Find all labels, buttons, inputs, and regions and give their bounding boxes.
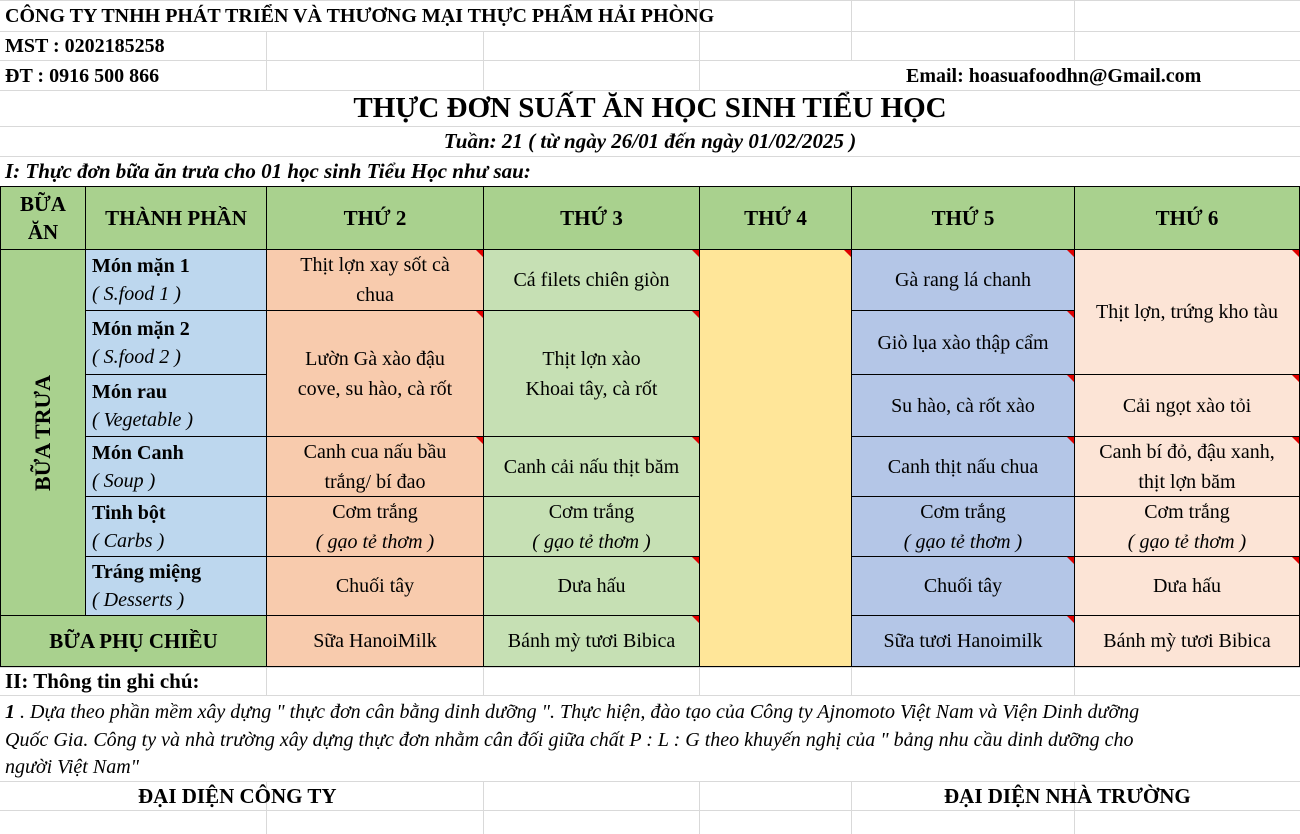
- tax-code: MST : 0202185258: [5, 35, 165, 57]
- mon-carbs: Cơm trắng ( gạo tẻ thơm ): [267, 497, 484, 557]
- fri-salty: Thịt lợn, trứng kho tàu: [1075, 250, 1300, 375]
- tue-salty-2-veg: Thịt lợn xào Khoai tây, cà rốt: [484, 311, 700, 437]
- component-carbs: Tinh bột ( Carbs ): [86, 497, 267, 557]
- note-line-1: 1 . Dựa theo phần mềm xây dựng " thực đơn cân bằng dinh dưỡng ". Thực hiện, đào tạo của Công ty Ajnomoto Việt Nam và Viện Dinh dưỡng: [5, 701, 1140, 723]
- sign-school: ĐẠI DIỆN NHÀ TRƯỜNG: [944, 784, 1191, 808]
- thu-carbs: Cơm trắng ( gạo tẻ thơm ): [852, 497, 1075, 557]
- week-range: Tuần: 21 ( từ ngày 26/01 đến ngày 01/02/2025 ): [443, 129, 857, 153]
- mon-snack: Sữa HanoiMilk: [267, 616, 484, 667]
- component-dessert: Tráng miệng ( Desserts ): [86, 557, 267, 616]
- component-salty-1: Món mặn 1 ( S.food 1 ): [86, 250, 267, 311]
- note-line-3: người Việt Nam": [5, 756, 140, 778]
- thu-snack: Sữa tươi Hanoimilk: [852, 616, 1075, 667]
- fri-snack: Bánh mỳ tươi Bibica: [1075, 616, 1300, 667]
- tue-snack: Bánh mỳ tươi Bibica: [484, 616, 700, 667]
- note-line-2: Quốc Gia. Công ty và nhà trường xây dựng thực đơn nhằm cân đối giữa chất P : L : G theo khuyến nghị của " bảng nhu cầu dinh dưỡng cho: [5, 729, 1134, 751]
- snack-label: BỮA PHỤ CHIỀU: [0, 616, 267, 667]
- mon-salty-2-veg: Lườn Gà xào đậu cove, su hào, cà rốt: [267, 311, 484, 437]
- component-vegetable: Món rau ( Vegetable ): [86, 375, 267, 437]
- header-meal: BỮA ĂN: [0, 186, 86, 250]
- mon-soup: Canh cua nấu bầu trắng/ bí đao: [267, 437, 484, 497]
- thu-salty-2: Giò lụa xào thập cẩm: [852, 311, 1075, 375]
- thu-vegetable: Su hào, cà rốt xào: [852, 375, 1075, 437]
- header-day-tuesday: THỨ 3: [484, 186, 700, 250]
- component-salty-2: Món mặn 2 ( S.food 2 ): [86, 311, 267, 375]
- header-day-friday: THỨ 6: [1075, 186, 1300, 250]
- header-day-thursday: THỨ 5: [852, 186, 1075, 250]
- header-day-wednesday: THỨ 4: [700, 186, 852, 250]
- thu-dessert: Chuối tây: [852, 557, 1075, 616]
- tue-salty-1: Cá filets chiên giòn: [484, 250, 700, 311]
- section-lunch-heading: I: Thực đơn bữa ăn trưa cho 01 học sinh Tiểu Học như sau:: [5, 159, 531, 183]
- section-notes-heading: II: Thông tin ghi chú:: [5, 669, 200, 693]
- tue-dessert: Dưa hấu: [484, 557, 700, 616]
- fri-dessert: Dưa hấu: [1075, 557, 1300, 616]
- phone-number: ĐT : 0916 500 866: [5, 65, 160, 87]
- page-title: THỰC ĐƠN SUẤT ĂN HỌC SINH TIỂU HỌC: [353, 92, 947, 124]
- tue-soup: Canh cải nấu thịt băm: [484, 437, 700, 497]
- tue-carbs: Cơm trắng ( gạo tẻ thơm ): [484, 497, 700, 557]
- mon-salty-1: Thịt lợn xay sốt cà chua: [267, 250, 484, 311]
- header-day-monday: THỨ 2: [267, 186, 484, 250]
- mon-dessert: Chuối tây: [267, 557, 484, 616]
- header-component: THÀNH PHẦN: [86, 186, 267, 250]
- thu-salty-1: Gà rang lá chanh: [852, 250, 1075, 311]
- email-address: Email: hoasuafoodhn@Gmail.com: [906, 65, 1202, 87]
- fri-soup: Canh bí đỏ, đậu xanh, thịt lợn băm: [1075, 437, 1300, 497]
- fri-vegetable: Cải ngọt xào tỏi: [1075, 375, 1300, 437]
- component-soup: Món Canh ( Soup ): [86, 437, 267, 497]
- wed-empty: [700, 250, 852, 667]
- thu-soup: Canh thịt nấu chua: [852, 437, 1075, 497]
- company-name: CÔNG TY TNHH PHÁT TRIỂN VÀ THƯƠNG MẠI THỰC PHẨM HẢI PHÒNG: [5, 5, 715, 27]
- fri-carbs: Cơm trắng ( gạo tẻ thơm ): [1075, 497, 1300, 557]
- lunch-label: BỮA TRƯA: [0, 250, 86, 616]
- sign-company: ĐẠI DIỆN CÔNG TY: [138, 784, 337, 808]
